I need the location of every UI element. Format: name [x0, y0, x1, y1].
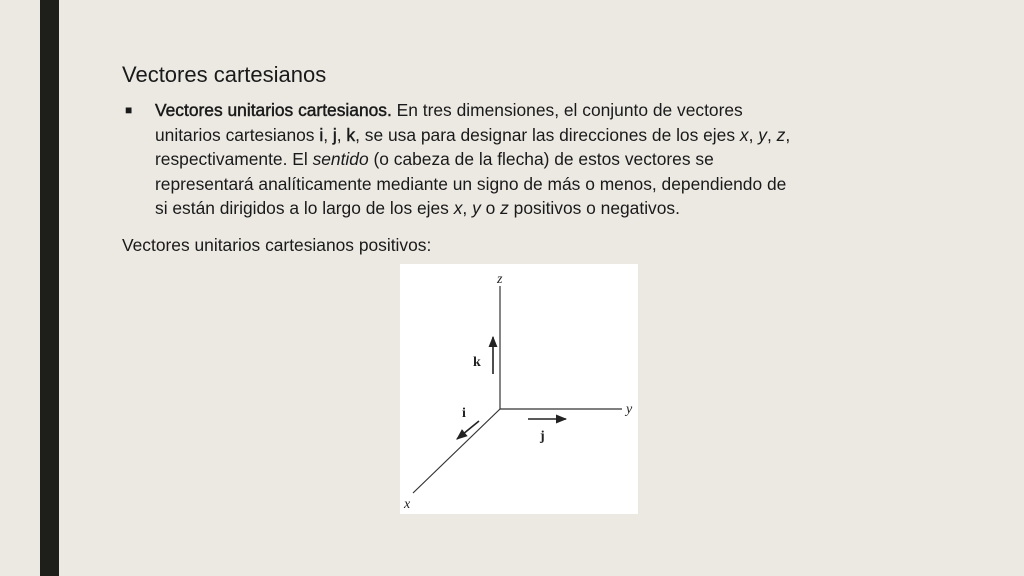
bullet-bold-lead: Vectores unitarios cartesianos. — [155, 100, 392, 120]
bullet-text-segment: (o cabeza de la flecha) de estos vectores se — [368, 149, 714, 169]
sentido-italic: sentido — [312, 149, 369, 169]
axis-x-italic: x — [453, 198, 463, 218]
axis-x-italic: x — [739, 124, 749, 145]
coordinate-axes-diagram — [400, 264, 638, 514]
z-axis-label: z — [497, 272, 503, 287]
bullet-paragraph — [155, 98, 915, 221]
side-accent-bar — [40, 0, 59, 576]
x-axis-line — [413, 409, 500, 493]
bullet-text-segment: , — [462, 198, 473, 218]
j-vector-label: j — [540, 429, 545, 444]
slide-title: Vectores cartesianos — [122, 62, 327, 87]
bullet-text-segment: , — [785, 124, 791, 145]
x-axis-label: x — [404, 497, 411, 512]
bullet-text-segment: , — [323, 124, 333, 145]
bullet-line-2 — [155, 123, 915, 148]
bullet-line-1 — [155, 98, 915, 123]
axis-z-italic: z — [500, 198, 509, 218]
bullet-line-3 — [155, 147, 915, 172]
i-vector-arrow — [457, 421, 479, 439]
bullet-text-segment: En tres dimensiones, el conjunto de vectores — [391, 100, 743, 120]
unit-vector-j: j — [332, 124, 337, 145]
unit-vectors-figure — [400, 264, 638, 514]
bullet-text-segment: , — [766, 124, 777, 145]
bullet-text-segment: respectivamente. El — [155, 149, 313, 169]
bullet-marker: ■ — [125, 103, 133, 117]
axis-y-italic: y — [472, 198, 481, 218]
bullet-line-4: representará analíticamente mediante un signo de más o menos, dependiendo de — [155, 173, 787, 194]
axis-y-italic: y — [758, 124, 767, 145]
subheading: Vectores unitarios cartesianos positivos: — [122, 235, 432, 255]
bullet-text-segment: , se usa para designar las direcciones de los ejes — [355, 124, 740, 145]
bullet-text-segment: positivos o negativos. — [508, 198, 680, 218]
bullet-text-segment: , — [336, 124, 347, 145]
bullet-text-segment: unitarios cartesianos — [155, 124, 320, 145]
bullet-text-segment: o — [480, 198, 501, 218]
bullet-text-segment: si están dirigidos a lo largo de los ejes — [155, 198, 454, 218]
unit-vector-i: i — [319, 124, 324, 145]
axis-z-italic: z — [776, 124, 786, 145]
y-axis-label: y — [626, 402, 633, 417]
bullet-text-segment: , — [748, 124, 759, 145]
k-vector-label: k — [473, 355, 481, 370]
i-vector-label: i — [462, 406, 466, 421]
bullet-line-5 — [155, 196, 915, 221]
unit-vector-k: k — [346, 124, 356, 145]
